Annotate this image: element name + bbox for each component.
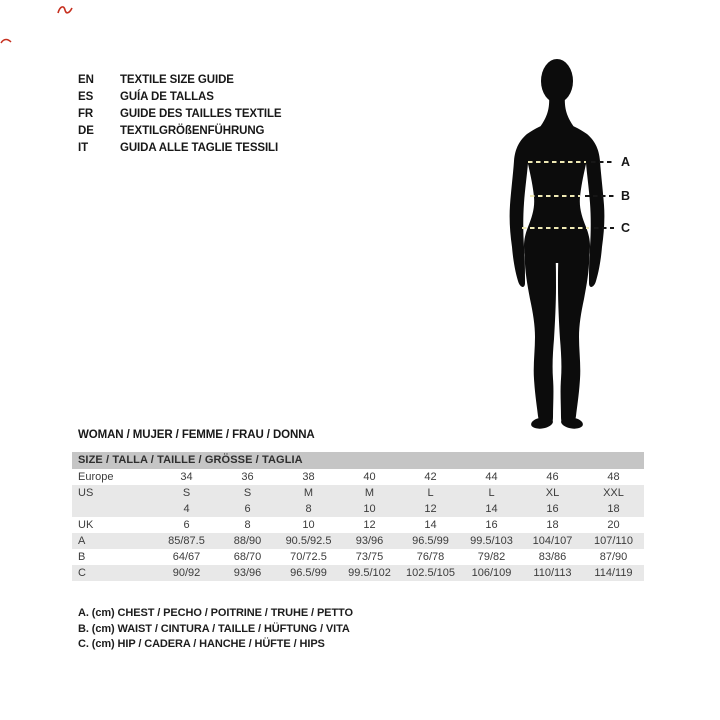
language-row-it	[78, 140, 282, 157]
measurement-legend	[78, 606, 353, 653]
table-row-waist	[72, 549, 644, 565]
us-number-size: 18	[607, 503, 620, 515]
table-cell: 12	[363, 519, 376, 531]
table-row-hip	[72, 565, 644, 581]
row-label: US	[78, 487, 94, 499]
language-label: GUÍA DE TALLAS	[120, 91, 214, 103]
row-label: UK	[78, 519, 94, 531]
table-cell: 76/78	[416, 551, 445, 563]
table-cell: 68/70	[233, 551, 262, 563]
language-row-de	[78, 123, 282, 140]
table-cell	[156, 485, 217, 517]
table-cell	[522, 485, 583, 517]
table-cell: 79/82	[477, 551, 506, 563]
red-artifact-mark	[56, 3, 74, 17]
marker-label-b: B	[621, 189, 631, 203]
table-row-europe	[72, 469, 644, 485]
us-number-size: 10	[363, 503, 376, 515]
table-cell: 107/110	[594, 535, 633, 547]
table-row-uk	[72, 517, 644, 533]
table-cell: 93/96	[233, 567, 262, 579]
language-row-fr	[78, 106, 282, 123]
language-row-en	[78, 72, 282, 89]
us-letter-size: M	[364, 487, 375, 499]
marker-label-c: C	[621, 221, 631, 235]
table-cell: 102.5/105	[406, 567, 455, 579]
us-letter-size: M	[303, 487, 314, 499]
table-cell	[461, 485, 522, 517]
language-label: TEXTILE SIZE GUIDE	[120, 74, 234, 86]
size-table	[72, 452, 644, 581]
table-cell: 93/96	[355, 535, 384, 547]
table-cell: 114/119	[594, 567, 633, 579]
us-number-size: 16	[546, 503, 559, 515]
table-cell: 18	[546, 519, 559, 531]
table-header: SIZE / TALLA / TAILLE / GRÖSSE / TAGLIA	[72, 452, 644, 469]
table-cell: 36	[241, 471, 254, 483]
woman-silhouette-icon	[494, 55, 624, 435]
us-letter-size: L	[488, 487, 495, 499]
table-cell: 88/90	[233, 535, 262, 547]
table-cell: 16	[485, 519, 498, 531]
us-number-size: 12	[424, 503, 437, 515]
table-cell: 110/113	[533, 567, 572, 579]
table-cell: 10	[302, 519, 315, 531]
language-code: DE	[78, 125, 94, 137]
table-cell	[217, 485, 278, 517]
us-number-size: 8	[305, 503, 312, 515]
table-cell: 87/90	[599, 551, 628, 563]
us-number-size: 4	[183, 503, 190, 515]
table-cell: 38	[302, 471, 315, 483]
table-row-chest	[72, 533, 644, 549]
language-label: GUIDE DES TAILLES TEXTILE	[120, 108, 282, 120]
table-cell: 90/92	[172, 567, 201, 579]
legend-line-waist: B. (cm) WAIST / CINTURA / TAILLE / HÜFTUNG / VITA	[78, 622, 350, 635]
legend-line-hip: C. (cm) HIP / CADERA / HANCHE / HÜFTE / HIPS	[78, 638, 325, 650]
table-cell	[583, 485, 644, 517]
language-title-list	[78, 72, 282, 157]
section-title: WOMAN / MUJER / FEMME / FRAU / DONNA	[78, 429, 315, 441]
table-cell	[400, 485, 461, 517]
language-code: EN	[78, 74, 94, 86]
table-cell: 85/87.5	[168, 535, 205, 547]
table-cell: 83/86	[538, 551, 567, 563]
table-cell: 44	[485, 471, 498, 483]
table-cell: 42	[424, 471, 437, 483]
table-cell: 46	[546, 471, 559, 483]
table-cell: 96.5/99	[412, 535, 449, 547]
table-cell: 70/72.5	[290, 551, 327, 563]
language-label: GUIDA ALLE TAGLIE TESSILI	[120, 142, 279, 154]
us-letter-size: S	[243, 487, 252, 499]
legend-line-chest: A. (cm) CHEST / PECHO / POITRINE / TRUHE / PETTO	[78, 607, 353, 619]
table-cell: 104/107	[532, 535, 573, 547]
us-number-size: 14	[485, 503, 498, 515]
us-letter-size: S	[182, 487, 191, 499]
language-code: ES	[78, 91, 94, 103]
us-letter-size: L	[427, 487, 434, 499]
row-label: C	[78, 567, 86, 579]
language-row-es	[78, 89, 282, 106]
us-letter-size: XXL	[603, 487, 624, 499]
table-cell: 14	[424, 519, 437, 531]
table-cell: 8	[244, 519, 251, 531]
table-cell: 64/67	[172, 551, 201, 563]
table-cell: 90.5/92.5	[285, 535, 332, 547]
marker-label-a: A	[621, 155, 631, 169]
table-cell: 20	[607, 519, 620, 531]
table-cell: 6	[183, 519, 190, 531]
red-artifact-mark	[0, 36, 12, 46]
table-cell: 40	[363, 471, 376, 483]
language-label: TEXTILGRÖßENFÜHRUNG	[120, 125, 265, 137]
table-row-us	[72, 485, 644, 517]
us-number-size: 6	[244, 503, 251, 515]
table-cell: 106/109	[471, 567, 512, 579]
table-cell	[278, 485, 339, 517]
us-letter-size: XL	[545, 487, 560, 499]
language-code: IT	[78, 142, 89, 154]
table-cell: 48	[607, 471, 620, 483]
row-label: B	[78, 551, 86, 563]
row-label: A	[78, 535, 86, 547]
table-cell	[339, 485, 400, 517]
row-label: Europe	[78, 471, 114, 483]
table-cell: 99.5/102	[348, 567, 391, 579]
table-cell: 73/75	[355, 551, 384, 563]
table-cell: 96.5/99	[290, 567, 327, 579]
table-cell: 99.5/103	[470, 535, 513, 547]
table-cell: 34	[180, 471, 193, 483]
language-code: FR	[78, 108, 94, 120]
